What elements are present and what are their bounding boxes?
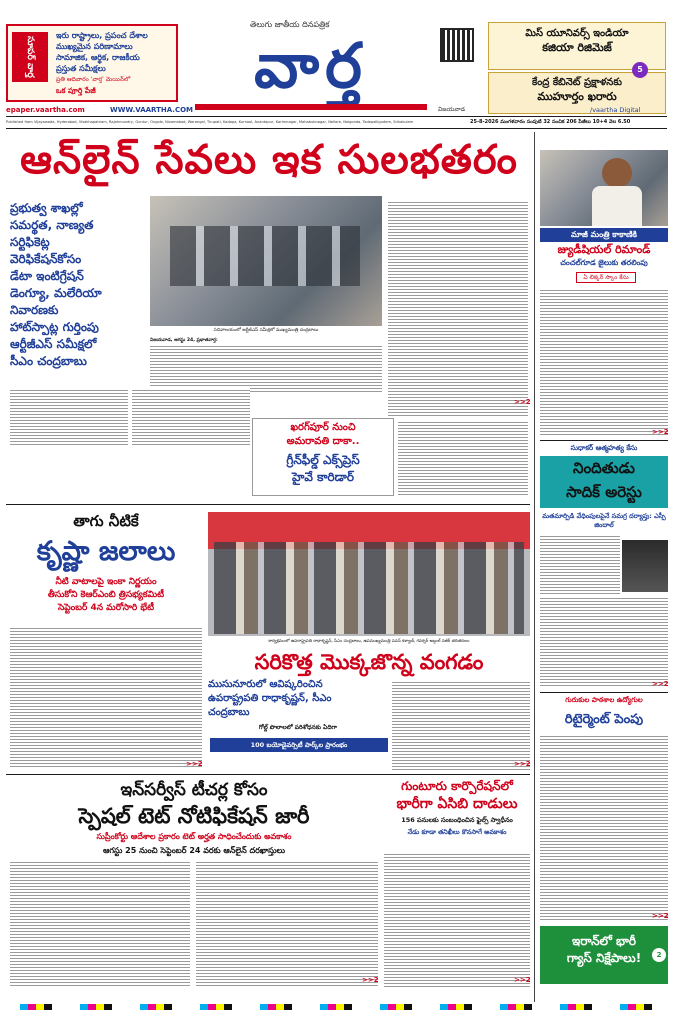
tet-body-2 (196, 860, 378, 988)
promo-footer2: ఒక పూర్తి పేజీ (56, 86, 96, 95)
murder-title-box (540, 456, 668, 508)
retire-body (540, 734, 668, 920)
vangadam-more[interactable]: >>2 (514, 760, 531, 768)
krishna-sub (10, 576, 202, 615)
accused-photo (622, 540, 668, 592)
vangadam-sub-line: ముసునూరులో ఆవిష్కరించిన (208, 679, 323, 690)
highway-title2: హైవే కారిడార్ (292, 470, 354, 484)
lead-point: ఆర్టీజీఎస్ సమీక్షలో (10, 337, 97, 351)
vangadam-badge2: 100 బయోడైవర్సిటీ పార్క్‌ల ప్రారంభం (210, 738, 388, 752)
person-figure (602, 158, 632, 188)
murder-title2: సాదిక్ అరెస్టు (566, 483, 642, 501)
highway-kicker: ఖరగ్‌పూర్ నుంచి (290, 422, 356, 433)
qr-code-icon (440, 28, 474, 62)
vangadam-badge: గోల్డ్ పొలాలలో పరిశోధనకు ఏదిగా (258, 724, 338, 731)
tet-title: ఇన్‌సర్వీస్ టీచర్ల కోసం (120, 780, 268, 800)
ex-minister-tag: ఏ లిక్కర్ స్కాం కేసు (576, 272, 636, 283)
lead-body-2 (388, 200, 528, 416)
tet-sub: సుప్రీంకోర్టు ఆదేశాల ప్రకారం టెట్ అర్హత సాధించేందుకు అవకాశం (96, 832, 292, 841)
retire-kicker: గురుకుల పాఠశాల ఉద్యోగుల (565, 696, 643, 704)
tet-title2: స్పెషల్ టెట్ నోటిఫికేషన్ జారీ (78, 804, 310, 828)
people-row (214, 542, 524, 634)
iran-page-badge: 2 (652, 948, 666, 962)
krishna-title2: కృష్ణా జలాలు (36, 536, 176, 567)
highway-kicker2: అమరావతి దాకా.. (286, 436, 360, 447)
guntur-title: గుంటూరు కార్పొరేషన్‌లో (401, 779, 513, 793)
lead-point: వెరిఫికేషన్‌కోసం (10, 252, 82, 266)
tet-more[interactable]: >>2 (362, 976, 379, 984)
event-photo (208, 512, 530, 636)
masthead-tagline: తెలుగు జాతీయ దినపత్రిక (250, 20, 330, 29)
ex-minister-photo (540, 150, 668, 226)
vangadam-sub (208, 678, 388, 720)
lead-headline: ఆన్‌లైన్ సేవలు ఇక సులభతరం (20, 137, 518, 183)
lead-points (10, 200, 146, 370)
lead-body-4 (132, 388, 250, 446)
masthead-divider (6, 116, 667, 117)
krishna-body (10, 626, 202, 768)
ad-top-line: మిస్ యూనివర్స్ ఇండియా (525, 28, 629, 39)
masthead-underline (195, 104, 427, 110)
lead-point: నివారణకు (10, 303, 59, 317)
krishna-sub-line: సెప్టెంబర్ 4న మరోసారి భేటీ (57, 603, 155, 613)
highway-title: గ్రీన్‌ఫీల్డ్ ఎక్స్‌ప్రెస్ (286, 453, 360, 467)
social-handle[interactable]: /vaartha Digital (590, 106, 641, 114)
promo-line: సామాజిక, ఆర్థిక, రాజకీయ (56, 53, 140, 62)
lead-body-1 (150, 338, 382, 394)
event-caption: కార్యక్రమంలో ఉపరాష్ట్రపతి రాధాకృష్ణన్, సీఎం చంద్రబాబు, ఉపముఖ్యమంత్రి పవన్ కళ్యాణ్, గవర్నర్ అబ్దుల్ నజీర్ తదితరులు (268, 638, 470, 643)
lead-point: సర్టిఫికెట్ల (10, 235, 50, 249)
guntur-body (384, 852, 530, 988)
edition-label: విజయవాడ (438, 106, 466, 113)
tet-body-1 (10, 860, 190, 988)
krishna-sub-line: నీటి వాటాలపై ఇంకా నిర్ణయం (55, 577, 157, 587)
promo-footer: ప్రతి ఆదివారం 'వార్త' మెయిన్‌లో (56, 76, 131, 83)
ad-bottom-line: కేంద్ర కేబినెట్ ప్రక్షాళనకు (531, 77, 623, 88)
murder-kicker: సుధాకర్ ఆత్మహత్య కేసు (570, 444, 638, 452)
website-link[interactable]: WWW.VAARTHA.COM (110, 106, 193, 114)
vangadam-sub-line: చంద్రబాబు (208, 707, 250, 718)
lead-point: డేటా ఇంటిగ్రేషన్ (10, 269, 84, 283)
lead-more[interactable]: >>2 (514, 398, 531, 406)
retire-more[interactable]: >>2 (652, 912, 669, 920)
murder-title: నిందితుడు (573, 459, 635, 477)
lead-point: డెంగ్యూ, మలేరియా (10, 286, 102, 300)
sidebar-divider (540, 440, 668, 441)
publishers-line: Published from Vijayawada, Hyderabad, Visakhapatnam, Rajahmundry, Guntur, Ongole, Nizamabad, Warangal, Tirupati, Kadapa, Kurnool, Anantapur, Karimnagar, Mahabubnagar, Nellore, Nalgonda, Tadepalligudem, Srikakulam (6, 120, 414, 124)
retire-title: రిటైర్మెంట్ పెంపు (564, 712, 644, 727)
murder-sub: మతమార్పిడి వేధింపులపైనే సమగ్ర దర్యాప్తు: ఎస్పీ జిందాల్ (542, 512, 666, 529)
ex-minister-more[interactable]: >>2 (652, 428, 669, 436)
highway-box (252, 418, 394, 496)
vangadam-body (392, 680, 530, 770)
promo-line: ప్రస్తుత సమీక్షలు (56, 64, 106, 73)
guntur-sub: 156 పనులకు సంబంధించిన ఫైల్స్ స్వాధీనం (401, 816, 513, 824)
ex-minister-title2: జ్యుడీషియల్ రిమాండ్ (557, 243, 651, 256)
vangadam-sub-line: ఉపరాష్ట్రపతి రాధాకృష్ణన్, సీఎం (208, 693, 332, 704)
guntur-title2: భారీగా ఏసిబి దాడులు (396, 796, 518, 812)
vangadam-title: సరికొత్త మొక్కజొన్న వంగడం (254, 650, 484, 674)
sidebar-rule (534, 132, 535, 1002)
ad-top-line2: కజియా రిజిమెజ్ (542, 41, 612, 54)
person-body (592, 186, 642, 226)
masthead-logo: వార్త (254, 29, 368, 102)
murder-more[interactable]: >>2 (652, 680, 669, 688)
lead-point: సీఎం చంద్రబాబు (10, 354, 87, 368)
murder-body (540, 534, 620, 594)
ad-page-badge: 5 (632, 62, 648, 78)
krishna-title: తాగు నీటికే (73, 512, 139, 530)
sidebar-divider-2 (540, 692, 668, 693)
lead-caption: సచివాలయంలో ఆర్టీజీఎస్ సమీక్షలో ముఖ్యమంత్రి చంద్రబాబు (213, 328, 319, 333)
guntur-sub2: నేడు కూడా తనిఖీలు కొనసాగే అవకాశం (407, 828, 507, 836)
highway-body (398, 420, 528, 496)
promo-box (6, 24, 178, 102)
masthead-divider-2 (6, 128, 667, 129)
iran-box (540, 926, 668, 984)
monitor-shapes (170, 226, 360, 286)
ex-minister-sub: చంచల్‌గూడ జైలుకు తరలింపు (560, 258, 648, 267)
promo-line: ముఖ్యమైన పరిణామాలు (56, 42, 133, 51)
krishna-sub-line: తీసుకోని కెఆర్‌ఎంబి త్రిసభ్యకమిటీ (47, 590, 165, 600)
murder-body-2 (540, 596, 668, 688)
promo-logo: సూపర్ వార్త (12, 32, 48, 82)
epaper-link[interactable]: epaper.vaartha.com (6, 106, 85, 114)
ad-bottom-line2: ముహూర్తం ఖరారు (537, 90, 617, 103)
print-registration-strip (20, 1004, 653, 1010)
lead-point: సమర్థత, నాణ్యత (10, 218, 94, 232)
section-divider (6, 504, 530, 505)
ex-minister-title: మాజీ మంత్రి కాకాణికి (540, 228, 668, 242)
lead-point: ప్రభుత్వ శాఖల్లో (10, 201, 83, 215)
section-divider-2 (6, 774, 530, 775)
lead-dateline: విజయవాడ, ఆగస్టు 24, ప్రభాతవార్త: (150, 338, 218, 343)
krishna-more[interactable]: >>2 (186, 760, 203, 768)
iran-title: ఇరాన్‌లో భారీ (571, 934, 636, 948)
ex-minister-body (540, 288, 668, 436)
tet-sub2: ఆగస్టు 25 నుంచి సెప్టెంబర్ 24 వరకు ఆన్‌లైన్ దరఖాస్తులు (102, 846, 286, 855)
promo-line: ఇరు రాష్ట్రాలు, ప్రపంచ దేశాల (56, 31, 148, 40)
iran-title2: గ్యాస్ నిక్షేపాలు! (566, 951, 642, 965)
lead-photo (150, 196, 382, 326)
guntur-more[interactable]: >>2 (514, 976, 531, 984)
dateline: 25-8-2026 మంగళవారం సంపుటి 32 సంచిక 206 పేజీలు 10+4 వెల 6.50 (470, 119, 631, 125)
guntur-box (384, 778, 530, 848)
lead-body-3 (10, 388, 128, 446)
lead-point: హాట్‌స్పాట్ల గుర్తింపు (10, 320, 99, 334)
